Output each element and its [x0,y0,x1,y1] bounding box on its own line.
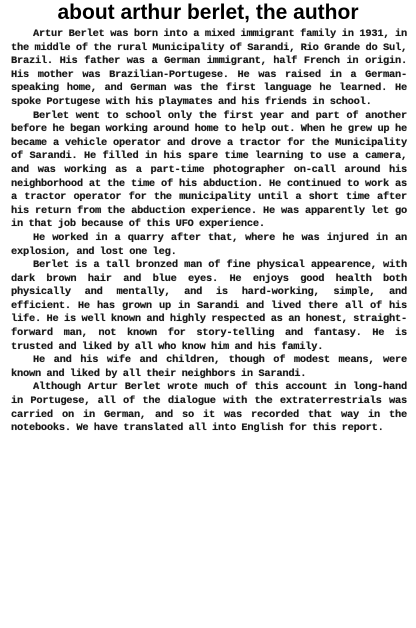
paragraph-quarry: He worked in a quarry after that, where he was injured in an explosion, and lost one leg. [11,231,407,258]
paragraph-birth: Artur Berlet was born into a mixed immigrant family in 1931, in the middle of the rural Municipality of Sarandi, Rio Grande do Sul, Brazil. His father was a German immigrant, half French in origin. His mother was Brazilian-Portugese. He was raised in a German-speaking home, and German was the first language he learned. He spoke Portugese with his playmates and his friends in school. [11,28,407,108]
page-title: about arthur berlet, the author [57,1,359,24]
author-biography [11,28,407,436]
paragraph-family: He and his wife and children, though of modest means, were known and liked by all their neighbors in Sarandi. [11,354,407,380]
paragraph-appearance: Berlet is a tall bronzed man of fine physical appearence, with dark brown hair and blue eyes. He enjoys good health both physically and mentally, and is hard-working, simple, and efficient. He has grown up in Sarandi and lived there all of his life. He is well known and highly respected as an honest, straight-forward man, not known for story-telling and fantasy. He is trusted and liked by all who know him and his family. [11,259,407,353]
paragraph-work: Berlet went to school only the first year and part of another before he began working around home to help out. When he grew up he became a vehicle operator and drove a tractor for the Municipality of Sarandi. He filled in his spare time learning to use a camera, and was working as a part-time photographer on-call around his neighborhood at the time of his abduction. He continued to work as a tractor operator for the municipality until a short time after his return from the abduction experience. He was apparently let go in that job because of this UFO experience. [11,109,407,231]
paragraph-translation: Although Artur Berlet wrote much of this account in long-hand in Portugese, all of the dialogue with the extraterrestrials was carried on in German, and so it was recorded that way in the notebooks. We have translated all into English for this report. [11,381,407,435]
